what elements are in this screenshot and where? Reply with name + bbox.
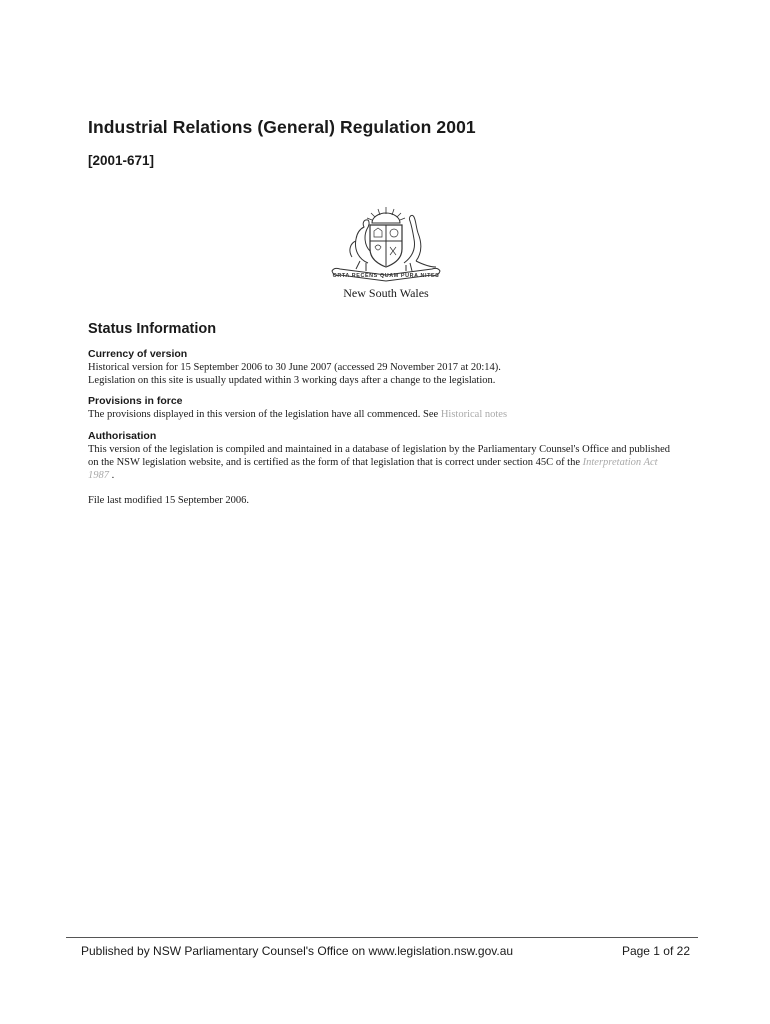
authorisation-text-block xyxy=(88,443,678,482)
modified-section xyxy=(88,494,688,507)
authorisation-heading: Authorisation xyxy=(88,430,157,442)
crest-motto: ORTA RECENS QUAM PURA NITES xyxy=(332,273,440,279)
status-heading: Status Information xyxy=(88,321,217,337)
currency-line-1: Historical version for 15 September 2006 to 30 June 2007 (accessed 29 November 2017 at 20:14). xyxy=(88,362,501,373)
authorisation-suffix: . xyxy=(109,470,115,481)
jurisdiction-label: New South Wales xyxy=(343,286,429,300)
provisions-text: The provisions displayed in this version of the legislation have all commenced. See xyxy=(88,409,441,420)
currency-line-2: Legislation on this site is usually updated within 3 working days after a change to the legislation. xyxy=(88,375,496,386)
provisions-section xyxy=(88,395,688,421)
footer-divider xyxy=(66,937,698,938)
currency-section xyxy=(88,348,688,387)
footer-page-number: Page 1 of 22 xyxy=(621,944,690,958)
provisions-text-block xyxy=(88,408,688,421)
authorisation-text: This version of the legislation is compiled and maintained in a database of legislation by the Parliamentary Counsel's Office and published on the NSW legislation website, and is certified as the form of that legislation that is correct under section 45C of the xyxy=(88,444,670,468)
nsw-coat-of-arms-icon xyxy=(326,205,446,285)
currency-heading: Currency of version xyxy=(88,348,188,360)
authorisation-section xyxy=(88,430,688,482)
provisions-heading: Provisions in force xyxy=(88,395,183,407)
file-last-modified: File last modified 15 September 2006. xyxy=(88,495,249,506)
document-number: [2001-671] xyxy=(88,153,155,168)
interpretation-act-link[interactable]: Interpretation Act 1987 xyxy=(88,457,658,481)
historical-notes-link[interactable]: Historical notes xyxy=(440,409,508,420)
footer-publisher: Published by NSW Parliamentary Counsel's Office on www.legislation.nsw.gov.au xyxy=(81,944,514,958)
document-title: Industrial Relations (General) Regulation 2001 xyxy=(88,117,476,137)
